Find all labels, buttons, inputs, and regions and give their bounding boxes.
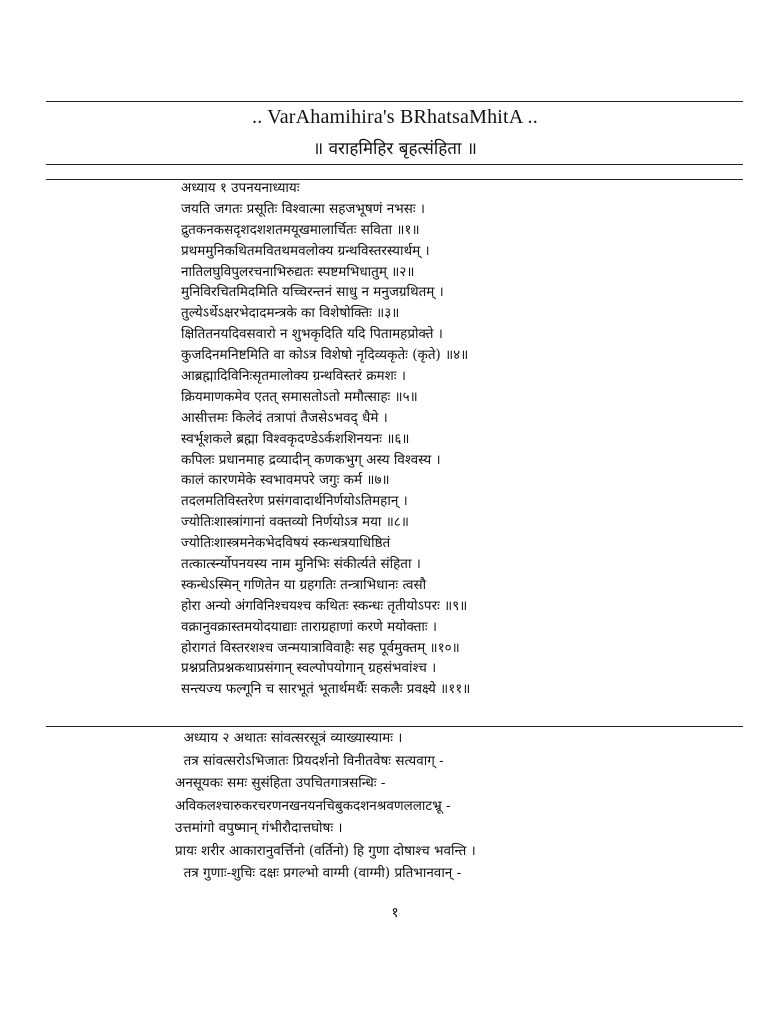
text-line: प्रश्नप्रतिप्रश्नकथाप्रसंगान् स्वल्पोपयोगान् ग्रहसंभवांश्च । (181, 660, 437, 677)
text-line: प्रायः शरीर आकारानुवर्त्तिनो (वर्तिनो) हि गुणा दोषाश्च भवन्ति । (175, 842, 476, 859)
text-line: स्वर्भूशकले ब्रह्मा विश्वकृदण्डेऽर्कशशिनयनः ॥६॥ (181, 430, 410, 447)
text-line: तुल्येऽर्थेऽक्षरभेदादमन्त्रके का विशेषोक्तिः ॥३॥ (181, 305, 400, 322)
text-line: मुनिविरचितमिदमिति यच्चिरन्तनं साधु न मनुजग्रथितम् । (181, 284, 444, 301)
text-line: नातिलघुविपुलरचनाभिरुद्यतः स्पष्टमभिधातुम् ॥२॥ (181, 263, 415, 280)
chapter-1-text (181, 178, 470, 700)
text-line: क्षितितनयदिवसवारो न शुभकृदिति यदि पितामहप्रोक्ते । (181, 326, 443, 343)
text-line: ज्योतिःशास्त्रांगानां वक्तव्यो निर्णयोऽत्र मया ॥८॥ (181, 514, 409, 531)
text-line: उत्तमांगो वपुष्मान् गंभीरौदात्तघोषः । (175, 820, 343, 836)
document-title-sanskrit: ॥ वराहमिहिर बृहत्संहिता ॥ (313, 139, 477, 159)
text-line: ज्योतिःशास्त्रमनेकभेदविषयं स्कन्धत्रयाधिष्ठितं (181, 535, 391, 552)
text-line: अनसूयकः समः सुसंहिता उपचितगात्रसन्धिः - (175, 775, 386, 791)
text-line: अविकलश्चारुकरचरणनखनयनचिबुकदशनश्रवणललाटभ्रू - (175, 797, 451, 814)
text-line: अध्याय १ उपनयनाध्यायः (181, 180, 300, 196)
text-line: आब्रह्मादिविनिःसृतमालोक्य ग्रन्थविस्तरं क्रमशः । (181, 368, 406, 385)
page-number: १ (391, 905, 399, 921)
title-bottom-rule (46, 164, 743, 165)
text-line: तत्र गुणाः-शुचिः दक्षः प्रगल्भो वाग्मी (वाग्मी) प्रतिभानवान् - (175, 865, 462, 881)
text-line: कपिलः प्रधानमाह द्रव्यादीन् कणकभुग् अस्य विश्वस्य । (181, 451, 441, 468)
text-line: आसीत्तमः किलेदं तत्रापां तैजसेऽभवद् धैमे । (181, 409, 388, 426)
document-title-english: .. VarAhamihira's BRhatsaMhitA .. (252, 106, 538, 128)
text-line: द्रुतकनकसदृशदशशतमयूखमालार्चितः सविता ॥१॥ (181, 221, 420, 238)
text-line: होरागतं विस्तरशश्च जन्मयात्राविवाहैः सह पूर्वमुक्तम् ॥१०॥ (181, 639, 460, 656)
text-line: स्कन्धेऽस्मिन् गणितेन या ग्रहगतिः तन्त्राभिधानः त्वसौ (181, 576, 427, 593)
text-line: प्रथममुनिकथितमवितथमवलोक्य ग्रन्थविस्तरस्यार्थम् । (181, 242, 430, 259)
text-line: होरा अन्यो अंगविनिश्चयश्च कथितः स्कन्धः तृतीयोऽपरः ॥९॥ (181, 597, 468, 614)
text-line: वक्रानुवक्रास्तमयोदयाद्याः ताराग्रहाणां करणे मयोक्ताः । (181, 618, 438, 635)
text-line: अध्याय २ अथातः सांवत्सरसूत्रं व्याख्यास्यामः । (175, 730, 403, 746)
top-rule (46, 101, 743, 102)
text-line: कालं कारणमेके स्वभावमपरे जगुः कर्म ॥७॥ (181, 472, 390, 489)
text-line: क्रियमाणकमेव एतत् समासतोऽतो ममौत्साहः ॥५॥ (181, 388, 418, 405)
chapter-2-text (175, 727, 476, 885)
text-line: कुजदिनमनिष्टमिति वा कोऽत्र विशेषो नृदिव्यकृतेः (कृते) ॥४॥ (181, 347, 469, 364)
text-line: तत्र सांवत्सरोऽभिजातः प्रियदर्शनो विनीतवेषः सत्यवाग् - (175, 752, 444, 769)
text-line: जयति जगतः प्रसूतिः विश्वात्मा सहजभूषणं नभसः । (181, 200, 425, 217)
text-line: सन्त्यज्य फल्गूनि च सारभूतं भूतार्थमर्थैः सकलैः प्रवक्ष्ये ॥११॥ (181, 681, 471, 698)
text-line: तदलमतिविस्तरेण प्रसंगवादार्थनिर्णयोऽतिमहान् । (181, 493, 408, 510)
text-line: तत्कार्त्स्न्योपनयस्य नाम मुनिभिः संकीर्त्यते संहिता । (181, 556, 421, 573)
